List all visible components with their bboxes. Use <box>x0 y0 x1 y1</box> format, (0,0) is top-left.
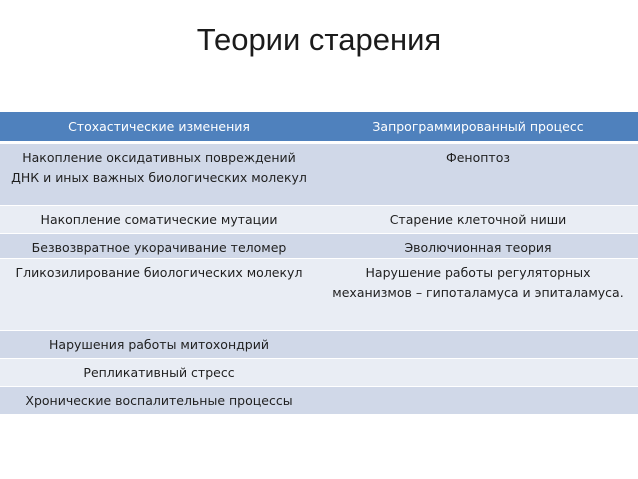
cell-text: Гликозилирование биологических молекул <box>15 265 303 280</box>
table-row <box>0 259 638 331</box>
header-programmed: Запрограммированный процесс <box>318 112 638 144</box>
table-row <box>0 387 638 415</box>
cell-text: Хронические воспалительные процессы <box>25 393 293 408</box>
cell-programmed <box>318 144 638 206</box>
page-title: Теории старения <box>196 22 442 57</box>
cell-programmed <box>318 206 638 234</box>
cell-programmed <box>318 359 638 387</box>
cell-text: Нарушение работы регуляторных механизмов – гипоталамуса и эпиталамуса. <box>332 265 624 300</box>
cell-programmed <box>318 234 638 259</box>
table-header-row <box>0 112 638 144</box>
cell-text: Эволючионная теория <box>404 240 552 255</box>
cell-text: Накопление соматические мутации <box>40 212 278 227</box>
cell-text: Репликативный стресс <box>83 365 235 380</box>
table-row <box>0 331 638 359</box>
cell-programmed <box>318 331 638 359</box>
cell-text: Нарушения работы митохондрий <box>49 337 269 352</box>
table-row <box>0 234 638 259</box>
cell-stochastic <box>0 144 318 206</box>
cell-text: Накопление оксидативных повреждений ДНК и иных важных биологических молекул <box>11 150 307 185</box>
cell-stochastic <box>0 234 318 259</box>
table-row <box>0 144 638 206</box>
cell-text: Старение клеточной ниши <box>389 212 567 227</box>
cell-programmed <box>318 387 638 415</box>
theories-table <box>0 112 638 415</box>
cell-stochastic <box>0 259 318 331</box>
table-row <box>0 359 638 387</box>
cell-stochastic <box>0 359 318 387</box>
cell-programmed <box>318 259 638 331</box>
table-row <box>0 206 638 234</box>
header-stochastic: Стохастические изменения <box>0 112 318 144</box>
cell-text: Феноптоз <box>445 150 511 165</box>
cell-stochastic <box>0 387 318 415</box>
cell-stochastic <box>0 206 318 234</box>
cell-stochastic <box>0 331 318 359</box>
cell-text: Безвозвратное укорачивание теломер <box>31 240 287 255</box>
